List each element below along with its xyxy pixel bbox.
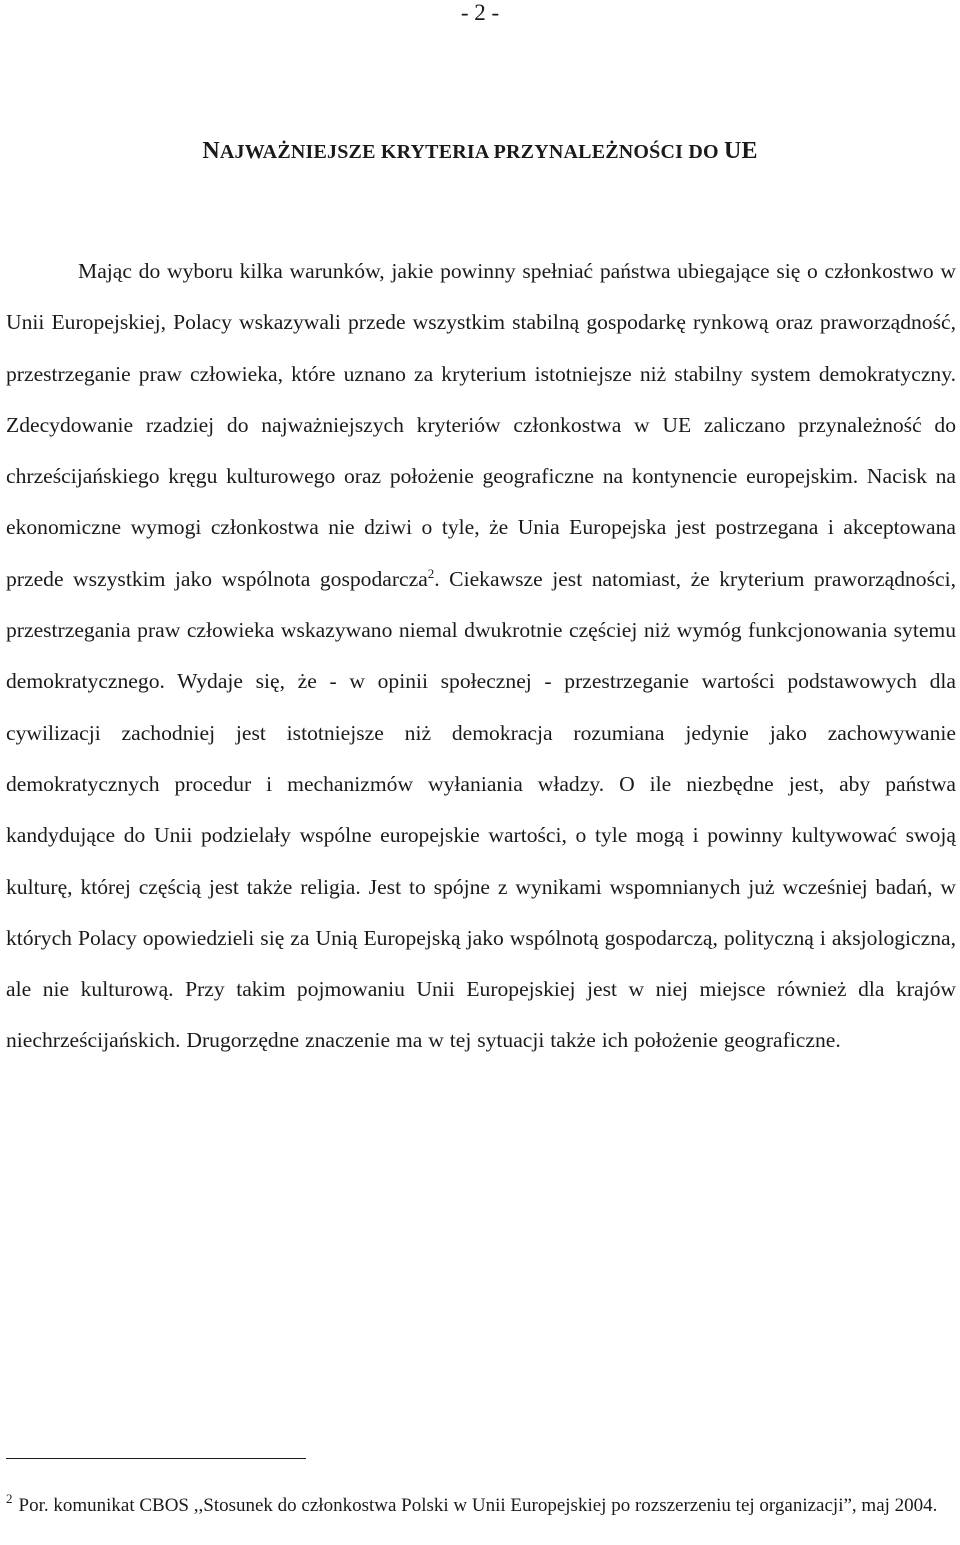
- page-number: - 2 -: [460, 0, 500, 25]
- footnote-text: Por. komunikat CBOS ,,Stosunek do członkostwa Polski w Unii Europejskiej po rozszerzeniu tej organizacji”, maj 2004.: [18, 1495, 938, 1516]
- heading-text: AJWAŻNIEJSZE KRYTERIA PRZYNALEŻNOŚCI DO: [219, 141, 724, 163]
- body-paragraph: [6, 246, 956, 1067]
- body-text-part-2: . Ciekawsze jest natomiast, że kryterium praworządności, przestrzegania praw człowieka wskazywano niemal dwukrotnie częściej niż wymóg funkcjonowania sytemu demokratycznego. Wydaje się, że - w opinii społecznej - przestrzeganie wartości podstawowych dla cywilizacji zachodniej jest istotniejsze niż demokracja rozumiana jedynie jako zachowywanie demokratycznych procedur i mechanizmów wyłaniania władzy. O ile niezbędne jest, aby państwa kandydujące do Unii podzielały wspólne europejskie wartości, o tyle mogą i powinny kultywować swoją kulturę, której częścią jest także religia. Jest to spójne z wynikami wspomnianych już wcześniej badań, w których Polacy opowiedzieli się za Unią Europejską jako wspólnotą gospodarczą, polityczną i aksjologiczna, ale nie kulturową. Przy takim pojmowaniu Unii Europejskiej jest w niej miejsce również dla krajów niechrześcijańskich. Drugorzędne znaczenie ma w tej sytuacji także ich położenie geograficzne.: [6, 566, 956, 1053]
- footnote: [6, 1491, 956, 1517]
- section-heading: [0, 138, 960, 165]
- footnote-separator: [6, 1458, 306, 1459]
- footnote-number: 2: [6, 1491, 13, 1506]
- heading-initial: N: [202, 138, 220, 164]
- footnote-reference[interactable]: 2: [427, 565, 435, 581]
- heading-abbrev: UE: [723, 138, 758, 164]
- body-text-part-1: Mając do wyboru kilka warunków, jakie powinny spełniać państwa ubiegające się o członkostwo w Unii Europejskiej, Polacy wskazywali przede wszystkim stabilną gospodarkę rynkową oraz praworządność, przestrzeganie praw człowieka, które uznano za kryterium istotniejsze niż stabilny system demokratyczny. Zdecydowanie rzadziej do najważniejszych kryteriów członkostwa w UE zaliczano przynależność do chrześcijańskiego kręgu kulturowego oraz położenie geograficzne na kontynencie europejskim. Nacisk na ekonomiczne wymogi członkostwa nie dziwi o tyle, że Unia Europejska jest postrzegana i akceptowana przede wszystkim jako wspólnota gospodarcza: [6, 259, 956, 591]
